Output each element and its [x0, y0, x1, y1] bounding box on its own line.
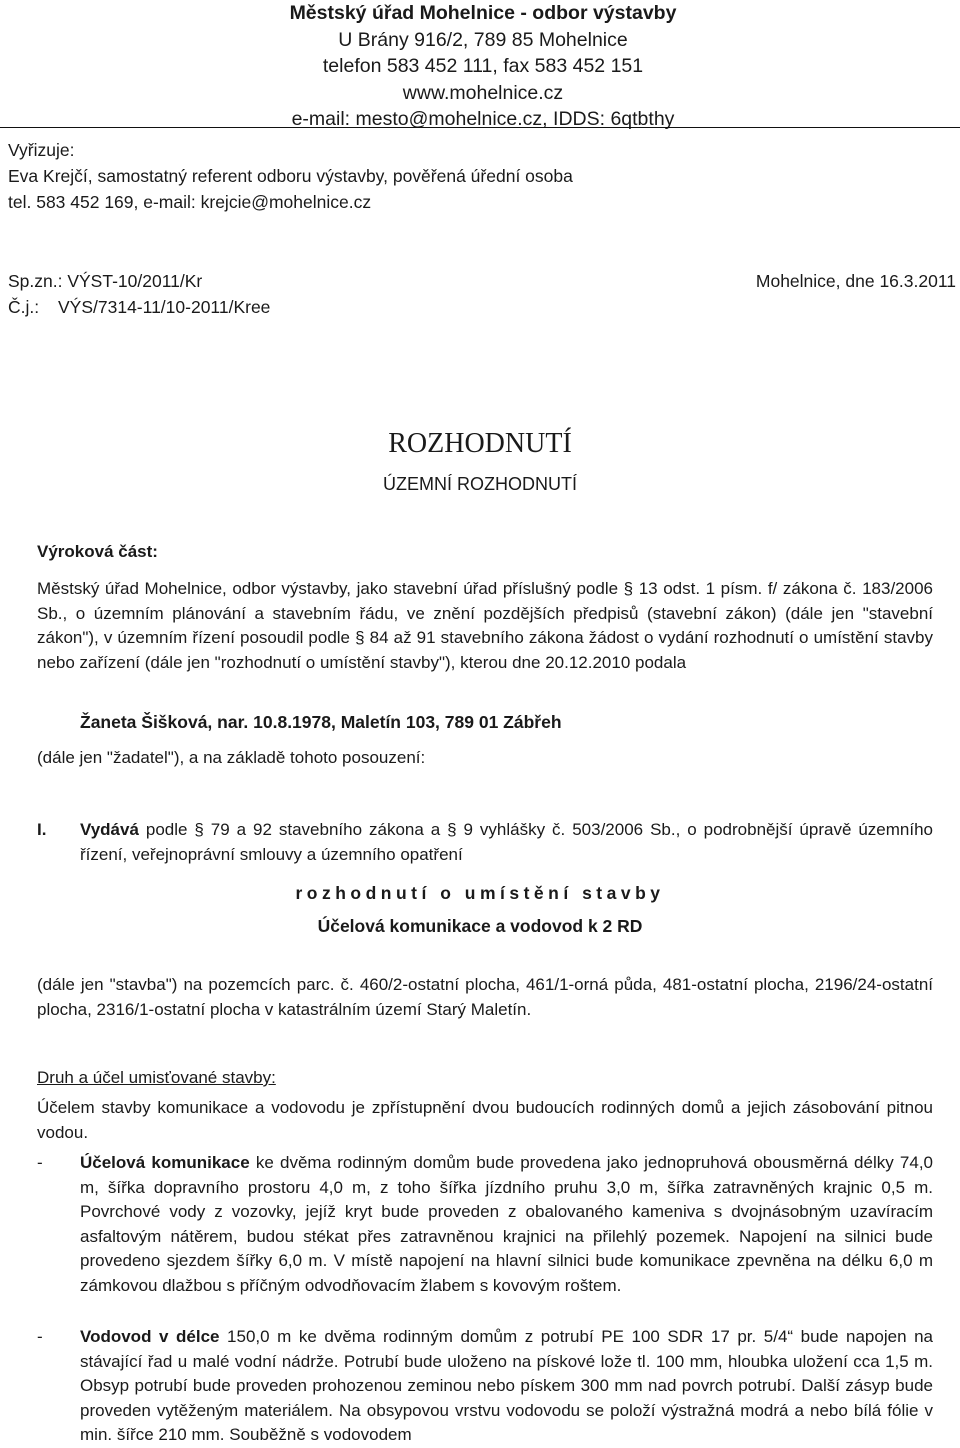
decision-lead-bold: Vydává — [80, 820, 139, 839]
office-email: e-mail: mesto@mohelnice.cz, IDDS: 6qtbthy — [291, 108, 675, 130]
document-title — [0, 428, 960, 498]
verdict-heading: Výroková část: — [37, 542, 158, 561]
office-phone: telefon 583 452 111, fax 583 452 151 — [322, 55, 644, 77]
title-main: ROZHODNUTÍ — [388, 428, 572, 459]
document-date: Mohelnice, dne 16.3.2011 — [755, 271, 956, 291]
applicant-name: Žaneta Šišková, nar. 10.8.1978, Maletín 103, 789 01 Zábřeh — [80, 712, 562, 732]
header-divider — [0, 127, 960, 128]
reference-block — [8, 268, 956, 320]
list-item-road — [80, 1151, 933, 1298]
file-number: Sp.zn.: VÝST-10/2011/Kr — [8, 271, 203, 291]
decision-numeral: I. — [37, 820, 47, 839]
reference-label: Č.j.: — [8, 297, 40, 317]
applicant-note: (dále jen "žadatel"), a na základě tohoto posouzení: — [37, 748, 426, 767]
decision-spaced-title: rozhodnutí o umístění stavby — [295, 883, 665, 903]
list-dash: - — [37, 1327, 43, 1346]
water-text: 150,0 m ke dvěma rodinným domům z potrubí PE 100 SDR 17 pr. 5/4“ bude napojen na stávající řad u malé vodní nádrže. Potrubí bude uloženo na pískové lože tl. 100 mm, hloubka uložení cca 1,5 m. Obsyp potrubí bude proveden prohozenou zeminou nebo pískem 300 mm nad povrch potrubí. Další zásyp bude proveden vytěženým materiálem. Na obsypovou vrstvu vodovodu se položí výstražná modrá a nebo bílá fólie v min. šířce 210 mm. Souběžně s vodovodem — [80, 1327, 933, 1444]
contact-person: Eva Krejčí, samostatný referent odboru výstavby, pověřená úřední osoba — [8, 166, 573, 186]
list-dash: - — [37, 1153, 43, 1172]
verdict-paragraph: Městský úřad Mohelnice, odbor výstavby, jako stavební úřad příslušný podle § 13 odst. 1 písm. f/ zákona č. 183/2006 Sb., o územním plánování a stavebním řádu, ve znění pozdějších předpisů (stavební zákon) (dále jen "stavební zákon"), v územním řízení posoudil podle § 84 až 91 stavebního zákona žádost o vydání rozhodnutí o umístění stavby nebo zařízení (dále jen "rozhodnutí o umístění stavby"), kterou dne 20.12.2010 podala — [37, 579, 933, 672]
contact-block — [8, 137, 573, 215]
contact-phone: tel. 583 452 169, e-mail: krejcie@mohelnice.cz — [8, 192, 372, 212]
road-text: ke dvěma rodinným domům bude provedena jako jednopruhová obousměrná délky 74,0 m, šířka dopravního prostoru 4,0 m, z toho šířka jízdního pruhu 3,0 m, šířka zatravněných krajnic 0,5 m. Povrchové vody z vozovky, jejíž kryt bude proveden z obalovaného kameniva s dvojnásobným uzavíracím asfaltovým nátěrem, budou stékat přes zatravněnou krajnici na přilehlý pozemek. Napojení na silnici bude provedeno sjezdem šířky 6,0 m. V místě napojení na hlavní silnici bude komunikace zpevněna na délku 6,0 m zámkovou dlažbou s příčným odvodňovacím žlabem s kovovým roštem. — [80, 1153, 933, 1295]
reference-number: VÝS/7314-11/10-2011/Kree — [58, 297, 271, 317]
parcels-paragraph: (dále jen "stavba") na pozemcích parc. č. 460/2-ostatní plocha, 461/1-orná půda, 481-ostatní plocha, 2196/24-ostatní plocha, 2316/1-ostatní plocha v katastrálním území Starý Maletín. — [37, 975, 933, 1019]
office-name: Městský úřad Mohelnice - odbor výstavby — [289, 2, 677, 24]
construction-type-intro: Účelem stavby komunikace a vodovodu je zpřístupnění dvou budoucích rodinných domů a jejich zásobování pitnou vodou. — [37, 1098, 933, 1142]
office-address: U Brány 916/2, 789 85 Mohelnice — [338, 28, 628, 51]
road-label: Účelová komunikace — [80, 1153, 250, 1172]
office-web: www.mohelnice.cz — [402, 81, 564, 104]
water-label: Vodovod v délce — [80, 1327, 220, 1346]
construction-type-heading: Druh a účel umisťované stavby: — [37, 1068, 276, 1087]
construction-purpose: Účelová komunikace a vodovod k 2 RD — [317, 916, 643, 936]
decision-lead-text: podle § 79 a 92 stavebního zákona a § 9 vyhlášky č. 503/2006 Sb., o podrobnější úpravě územního řízení, veřejnoprávní smlouvy a územního opatření — [80, 820, 933, 864]
contact-label: Vyřizuje: — [8, 140, 75, 160]
letterhead — [0, 0, 960, 133]
title-sub: ÚZEMNÍ ROZHODNUTÍ — [383, 474, 577, 494]
list-item-water — [80, 1325, 933, 1448]
decision-lead — [80, 818, 933, 867]
